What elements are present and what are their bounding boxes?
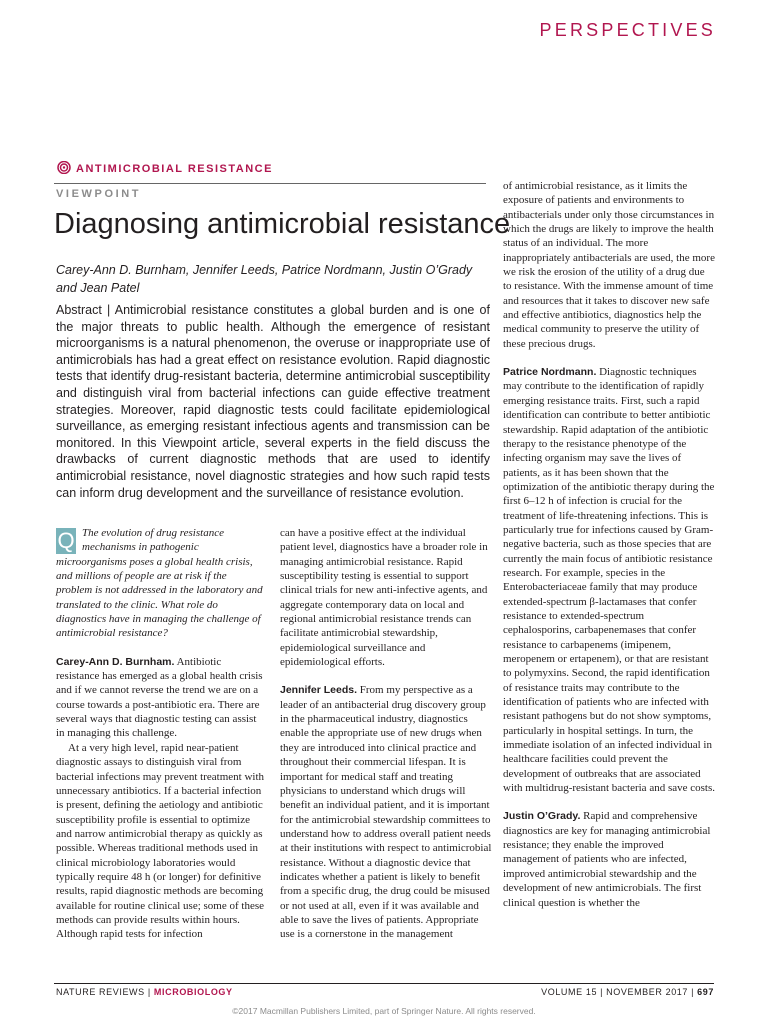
abstract-text: Abstract | Antimicrobial resistance constitutes a global burden and is one of the major threats to public health. Although the emergence of resistant microorganisms is a natural phenomenon, the overuse or inappropriate use of antimicrobials has had a great effect on resistance evolution. Rapid diagnostic tests that identify drug-resistant bacteria, determine antimicrobial susceptibility and distinguish viral from bacterial infections can guide effective treatment strategies. Moreover, rapid diagnostic tests could facilitate epidemiological surveillance, as emerging resistant infectious agents and transmission can be monitored. In this Viewpoint article, several experts in the field discuss the drawbacks of current diagnostic methods that are used to identify antimicrobial resistance, novel diagnostic strategies and how such rapid tests can inform drug development and the surveillance of resistance evolution. (56, 303, 490, 500)
leeds-text: From my perspective as a leader of an antibacterial drug discovery group in the pharmaceutical industry, diagnostics enable the appropriate use of new drugs when they are introduced into clinical practice and throughout their commercial lifespan. It is important for medical staff and treating physicians to understand which drugs will benefit an individual patient, and it is important for the antimicrobial stewardship committees to understand how to address overall patient needs at their institutions with respect to antimicrobial resistance. Without a diagnostic device that indicates whether a patient is likely to benefit from a specific drug, the drug could be misused or not used at all, even if it was available and able to save the lives of patients. Appropriate use is a cornerstone in the management (280, 684, 492, 941)
burnham-paragraph (56, 655, 264, 741)
concentric-circles-icon (56, 161, 71, 177)
col3-paragraph: of antimicrobial resistance, as it limits the exposure of patients and environments to antibacterials under only those circumstances in which the drugs are likely to improve the health status of an individual. The more inappropriately antibacterials are used, the more we risk the erosion of the utility of a drug due to resistance. With the immense amount of time and resources that it takes to discover new safe and effective antibiotics, diagnostics help the medical community to preserve the utility of these precious drugs. (503, 180, 715, 350)
leeds-paragraph (280, 683, 492, 941)
top-divider (54, 183, 486, 184)
footer-divider (54, 983, 714, 984)
journal-name: NATURE REVIEWS (56, 987, 145, 997)
nordmann-text-b: of infection is crucial for the treatment of life-threatening infections. This is particularly true for infections caused by Gram-negative bacteria, such as those species that are currently the main focus of antibiotic resistance research. For example, species in the Enterobacteriaceae family that may produce extended-spectrum β-lactamases that confer resistance to extended-spectrum cephalosporins, carbapenemases that confer resistance to carbapenems (imipenem, meropenem or ertapenem), or that are resistant to polymyxins. Second, the rapid identification of resistance traits may contribute to the identification of patients who are infected with resistant pathogens but do not show symptoms, particularly in hospital settings. In turn, the immediate isolation of an infected individual in healthcare facilities could prevent the development of outbreaks that are associated with multidrug-resistant bacteria and save costs. (503, 495, 715, 795)
footer-issue (541, 987, 714, 997)
article-type: VIEWPOINT (56, 188, 142, 200)
burnham-text-1: Antibiotic resistance has emerged as a global health crisis and if we cannot reverse the trend we are on a course towards a post-antibiotic era. There are several ways that diagnostic testing can assist in managing this challenge. (56, 655, 263, 740)
burnham-text-2a: At a very high level, rapid near-patient diagnostic assays to distinguish viral from bacterial infections may prevent treatment with unnecessary antibiotics. If a bacterial infection is present, defining the aetiology and antibiotic susceptibility profile is essential to optimize and narrow antimicrobial therapy as quickly as possible. Whereas traditional methods used in clinical microbiology laboratories would typically require (56, 741, 265, 883)
copyright-notice: ©2017 Macmillan Publishers Limited, part of Springer Nature. All rights reserved. (232, 1006, 536, 1016)
ogrady-text: Rapid and comprehensive diagnostics are key for managing antimicrobial resistance; they enable the improved management of patients who are infected, improved antimicrobial stewardship and the development of new antimicrobials. The first clinical question is whether the (503, 810, 711, 909)
speaker-name-ogrady: Justin O’Grady. (503, 810, 581, 823)
ogrady-paragraph (503, 809, 715, 909)
body-column-1 (56, 526, 264, 942)
burnham-paragraph-2 (56, 741, 264, 942)
section-tag-label: ANTIMICROBIAL RESISTANCE (76, 163, 273, 175)
body-column-3 (503, 179, 715, 910)
body-column-2 (280, 526, 492, 942)
volume-date: VOLUME 15 | NOVEMBER 2017 | (541, 987, 695, 997)
page-number: 697 (697, 987, 714, 997)
nordmann-paragraph (503, 365, 715, 795)
question-drop-cap: Q (57, 528, 75, 553)
nordmann-time: 6–12 h (523, 495, 554, 508)
article-title: Diagnosing antimicrobial resistance (54, 208, 511, 240)
speaker-name-nordmann: Patrice Nordmann. (503, 366, 597, 379)
burnham-text-2b: (or longer) for definitive results, rapid diagnostic methods are becoming available for routine clinical use; some of these methods can provide results within hours. Although rapid tests for infection (56, 870, 265, 941)
footer-separator: | (147, 987, 151, 997)
speaker-name-burnham: Carey-Ann D. Burnham. (56, 655, 175, 668)
journal-subject: MICROBIOLOGY (153, 987, 233, 997)
abstract (56, 302, 490, 501)
section-header: PERSPECTIVES (539, 20, 716, 40)
nordmann-text-a: Diagnostic techniques may contribute to the identification of rapidly emerging resistance traits. First, such a rapid identification can contribute to better antibiotic stewardship. Rapid adaptation of the antibiotic therapy to the resistance phenotype of the infecting organism may save the lives of patients, as it has been shown that the optimization of the antibiotic therapy during the first (503, 366, 715, 508)
burnham-time-48h: 48 h (131, 870, 151, 883)
col2-paragraph: can have a positive effect at the individual patient level, diagnostics have a broader role in managing antimicrobial resistance. Rapid susceptibility testing is essential to support clinical trials for new anti-infective agents, and aggregate contemporary data on local and regional antimicrobial resistance trends can facilitate antimicrobial stewardship, epidemiological surveillance and epidemiological efforts. (280, 527, 488, 669)
author-list: Carey-Ann D. Burnham, Jennifer Leeds, Patrice Nordmann, Justin O’Grady and Jean Patel (56, 263, 473, 295)
speaker-name-leeds: Jennifer Leeds. (280, 684, 358, 697)
article-section-tag (56, 161, 273, 177)
question-text: The evolution of drug resistance mechanisms in pathogenic microorganisms poses a global health crisis, and millions of people are at risk if the problem is not addressed in the laboratory and translated to the clinic. What role do diagnostics have in managing the challenge of antimicrobial resistance? (56, 527, 263, 640)
footer-journal (56, 987, 233, 997)
